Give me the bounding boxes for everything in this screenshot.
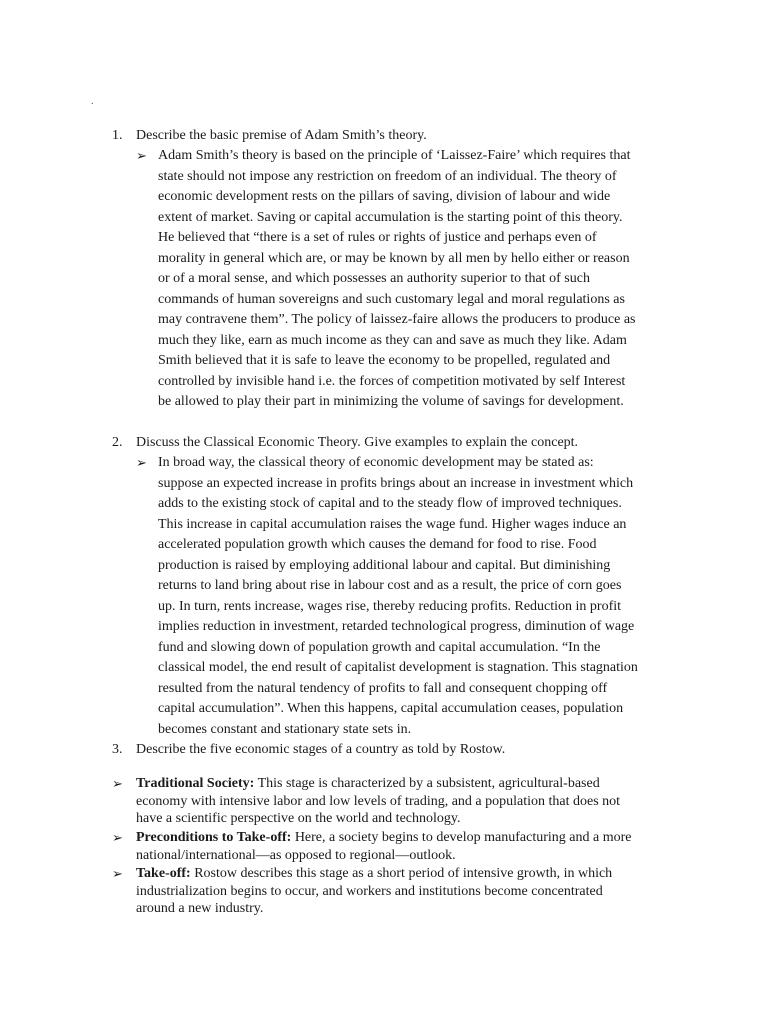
arrow-bullet-icon: ➢ xyxy=(136,148,147,163)
stage-line xyxy=(136,883,672,901)
answer-2 xyxy=(136,453,681,740)
arrow-bullet-icon: ➢ xyxy=(112,830,123,845)
answer-line: state should not impose any restriction on freedom of an individual. The theory of xyxy=(158,168,617,184)
answer-line: up. In turn, rents increase, wages rise, thereby reducing profits. Reduction in profit xyxy=(158,598,622,614)
stage-term: Take-off: xyxy=(136,866,191,881)
stray-mark: . xyxy=(91,96,94,107)
stage-text: national/international—as opposed to regional—outlook. xyxy=(136,847,456,863)
answer-line: Smith believed that it is safe to leave the economy to be propelled, regulated and xyxy=(158,353,611,368)
stage-body xyxy=(136,775,672,828)
answer-line: morality in general which are, or may be known by all men by hello either or reason xyxy=(158,250,630,266)
stage-text: have a scientific perspective on the world and technology. xyxy=(136,811,461,826)
answer-line: production is raised by employing additional labour and capital. But diminishing xyxy=(158,557,611,573)
stage-traditional-society xyxy=(112,775,672,828)
question-number: 1. xyxy=(112,128,123,143)
stage-text: Here, a society begins to develop manufacturing and a more xyxy=(291,830,632,845)
answer-line: controlled by invisible hand i.e. the forces of competition motivated by self Interest xyxy=(158,373,626,389)
answer-line: be allowed to play their part in minimizing the volume of savings for development. xyxy=(158,394,624,409)
stage-body xyxy=(136,829,672,864)
answer-line: He believed that “there is a set of rules or rights of justice and perhaps even of xyxy=(158,230,597,245)
answer-line: becomes constant and stationary state sets in. xyxy=(158,721,412,737)
answer-body xyxy=(158,146,681,413)
stage-text: economy with intensive labor and low levels of trading, and a population that does not xyxy=(136,793,621,809)
stage-text: This stage is characterized by a subsistent, agricultural-based xyxy=(254,776,600,791)
stage-term: Traditional Society: xyxy=(136,776,255,791)
answer-line: suppose an expected increase in profits brings about an increase in investment which xyxy=(158,475,634,491)
answer-line: In broad way, the classical theory of economic development may be stated as: xyxy=(158,455,594,470)
answer-line: adds to the existing stock of capital and to the steady flow of improved techniques. xyxy=(158,496,622,511)
answer-line: implies reduction in investment, retarded technological progress, diminution of wage xyxy=(158,619,635,634)
answer-line: commands of human sovereigns and such customary legal and moral regulations as xyxy=(158,291,625,307)
answer-line: This increase in capital accumulation raises the wage fund. Higher wages induce an xyxy=(158,516,627,532)
stage-preconditions-to-take-off xyxy=(112,829,672,864)
answer-line: Adam Smith’s theory is based on the principle of ‘Laissez-Faire’ which requires that xyxy=(158,148,631,163)
answer-line: fund and slowing down of population growth and capital accumulation. “In the xyxy=(158,639,601,655)
question-number: 3. xyxy=(112,742,123,757)
stage-line xyxy=(136,775,672,793)
stage-line xyxy=(136,847,672,865)
answer-line: returns to land bring about rise in labour cost and as a result, the price of corn goes xyxy=(158,578,622,593)
stage-take-off xyxy=(112,865,672,918)
answer-line: resulted from the natural tendency of profits to fall and consequent chopping off xyxy=(158,680,608,696)
stage-body xyxy=(136,865,672,918)
question-text: Describe the basic premise of Adam Smith’s theory. xyxy=(136,128,427,143)
stage-line xyxy=(136,829,672,847)
stage-line xyxy=(136,865,672,883)
stage-text: Rostow describes this stage as a short period of intensive growth, in which xyxy=(190,866,613,881)
stage-line xyxy=(136,900,672,918)
answer-line: may contravene them”. The policy of laissez-faire allows the producers to produce as xyxy=(158,312,636,327)
arrow-bullet-icon: ➢ xyxy=(136,455,147,470)
answer-1 xyxy=(136,146,681,413)
stage-line xyxy=(136,810,672,828)
answer-body xyxy=(158,453,681,740)
stage-text: industrialization begins to occur, and workers and institutions become concentrated xyxy=(136,883,603,899)
stage-line xyxy=(136,793,672,811)
answer-line: extent of market. Saving or capital accumulation is the starting point of this theory. xyxy=(158,209,623,225)
arrow-bullet-icon: ➢ xyxy=(112,866,123,881)
question-text: Discuss the Classical Economic Theory. Give examples to explain the concept. xyxy=(136,435,579,450)
stage-term: Preconditions to Take-off: xyxy=(136,830,292,845)
answer-line: or of a moral sense, and which possesses an authority superior to that of such xyxy=(158,271,590,286)
answer-line: classical model, the end result of capitalist development is stagnation. This stagnation xyxy=(158,660,638,675)
arrow-bullet-icon: ➢ xyxy=(112,776,123,791)
stage-text: around a new industry. xyxy=(136,901,264,916)
question-number: 2. xyxy=(112,435,123,450)
question-text: Describe the five economic stages of a country as told by Rostow. xyxy=(136,742,506,757)
answer-line: accelerated population growth which causes the demand for food to rise. Food xyxy=(158,537,597,552)
answer-line: economic development rests on the pillars of saving, division of labour and wide xyxy=(158,189,611,204)
answer-line: much they like, earn as much income as they can and save as much they like. Adam xyxy=(158,332,627,348)
answer-line: capital accumulation”. When this happens, capital accumulation ceases, population xyxy=(158,701,624,716)
